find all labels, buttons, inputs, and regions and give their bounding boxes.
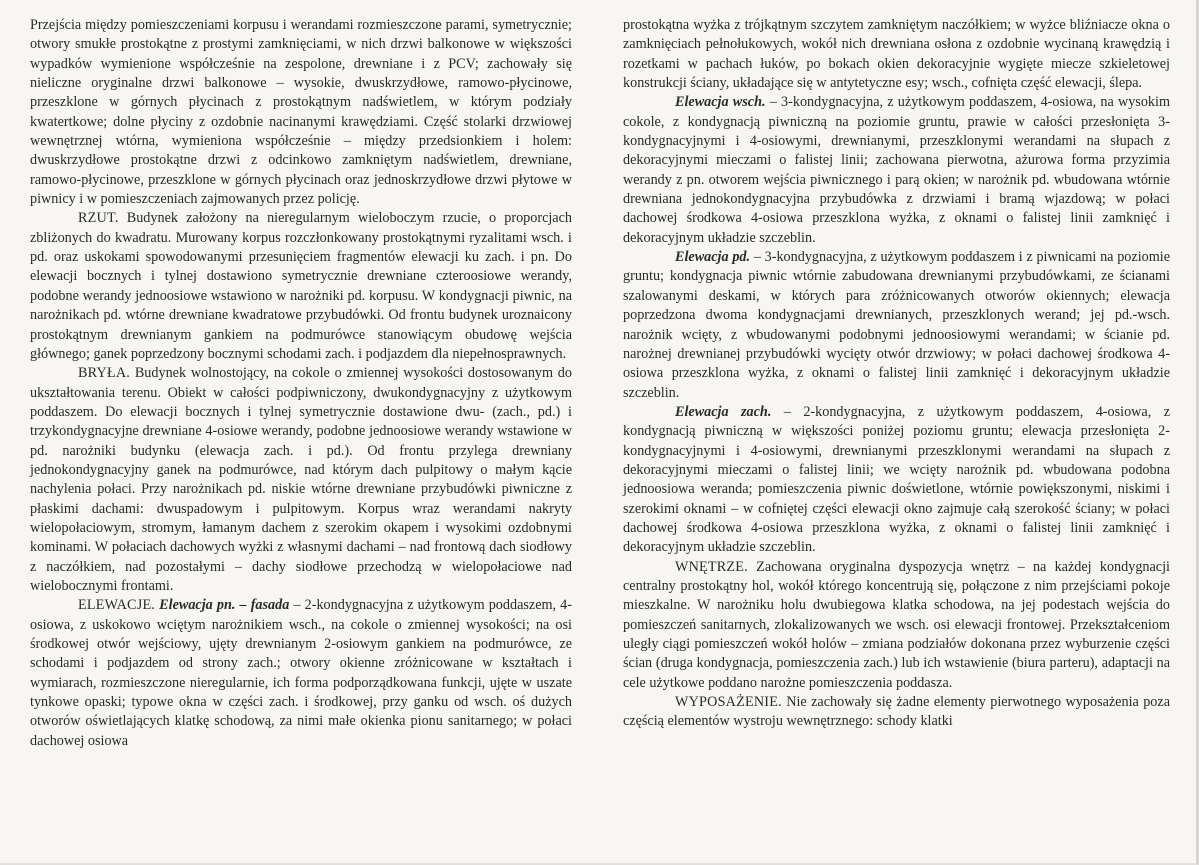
section-text-zach: – 2-kondygnacyjna, z użytkowym poddaszem, 4-osiowa, z kondygnacją piwniczną w większości poniżej poziomu gruntu; elewacja przesłonięta 2-kondygnacyjnymi i 4-osiowymi, drewnianymi przeszklonymi werandami na słupach z dekoracyjnymi mieczami o falistej linii; we wcięty narożnik pd. wbudowana podobna jednoosiowa weranda; pomieszczenia piwnic doświetlone, wtórnie powiększonymi, niskimi i szerokimi oknami – w cofniętej części elewacji okno zajmuje całą szerokość ściany; w połaci dachowej środkowa 4-osiowa przeszklona wyżka, z oknami o falistej linii zamknięć i dekoracyjnym układzie szczeblin. <box>623 403 1170 556</box>
section-text-wnetrze: Zachowana oryginalna dyspozycja wnętrz – na każdej kondygnacji centralny prostokątny hol, wokół którego koncentrują się, połączone z nim przejściami pokoje mieszkalne. W narożniku holu dwubiegowa klatka schodowa, na jej podestach wejścia do pomieszczeń sanitarnych, zlokalizowanych we wsch. osi elewacji frontowej. Przekształceniom uległy ciągi pomieszczeń wokół holów – zmiana podziałów dokonana przez wyburzenie części ścian (druga kondygnacja, pomieszczenia zach.) lub ich wstawienie (biura parteru), adaptacji na cele użytkowe poddano narożne pomieszczenia poddasza. <box>623 558 1170 691</box>
subheading-elewacja-pn: Elewacja pn. – fasada <box>159 597 290 614</box>
paragraph-wnetrze <box>623 558 1170 693</box>
section-text-rzut: Budynek założony na nieregularnym wieloboczym rzucie, o proporcjach zbliżonych do kwadratu. Murowany korpus rozczłonkowany prostokątnymi ryzalitami wsch. i pd. oraz uskokami spowodowanymi przesunięciem fragmentów elewacji ku zach. i pn. Do elewacji bocznych i tylnej dostawiono symetrycznie drewniane czteroosiowe werandy, podobne werandy jednoosiowe wstawiono w narożniki pd. korpusu. W kondygnacji piwnic, na narożnikach pd. wtórne drewniane kwadratowe przybudówki. Od frontu budynek uroznaicony prostokątnym drewnianym gankiem na podmurówce stanowiącym obudowę wejścia głównego; ganek poprzedzony bocznymi schodami zach. i podjazdem dla niepełnosprawnych. <box>30 210 572 362</box>
section-text-wyposazenie: Nie zachowały się żadne elementy pierwotnego wyposażenia poza częścią elementów wystroju wewnętrznego: schody klatki <box>623 694 1170 730</box>
paragraph-rzut <box>30 209 572 364</box>
section-text-wsch: – 3-kondygnacyjna, z użytkowym poddaszem, 4-osiowa, na wysokim cokole, z kondygnacją piwniczną na poziomie gruntu, prawie w całości przesłonięta 3-kondygnacyjnymi i 4-osiowymi, drewnianymi, przeszklonymi werandami na słupach z dekoracyjnymi mieczami o falistej linii; zachowana pierwotna, ażurowa forma przyzimia werandy z pn. otworem wejścia piwnicznego i parą okien; w narożnik pd. wbudowana wtórnie drewniana jednokondygnacyjna przybudówka z drzwiami i bramą wjazdową; w połaci dachowej środkowa 4-osiowa przeszklona wyżka, z oknami o falistej linii zamknięć i dekoracyjnym układzie szczeblin. <box>623 94 1170 246</box>
section-label-elewacje: ELEWACJE. <box>78 597 156 614</box>
section-text-bryla: Budynek wolnostojący, na cokole o zmiennej wysokości dostosowanym do ukształtowania terenu. Obiekt w całości podpiwniczony, dwukondygnacyjny z użytkowym poddaszem. Do elewacji bocznych i tylnej symetrycznie dostawione dwu- (zach., pd.) i trzykondygnacyjne drewniane 4-osiowe werandy, podobne jednoosiowe werandy wstawione w pd. narożniki budynku (elewacja zach. i pd.). Od frontu przylega drewniany jednokondygnacyjny ganek na podmurówce, nad którym dach pulpitowy o małym kącie nachylenia połaci. Przy narożnikach pd. niskie wtórne drewniane przybudówki piwniczne z płaskimi dachami: dwuspadowym i pulpitowym. Korpus wraz werandami nakryty wielopołaciowym, stromym, łamanym dachem z szerokim okapem i wysokimi ozdobnymi kominami. W połaciach dachowych wyżki z własnymi dachami – nad frontową dach siodłowy z naczółkiem, nad pozostałymi – dachy siodłowe przechodzą w wielopołaciowe nad wielobocznymi frontami. <box>30 365 572 594</box>
left-column <box>30 16 572 751</box>
paragraph-elewacja-zach <box>623 403 1170 558</box>
section-label-bryla: BRYŁA. <box>78 365 131 382</box>
subheading-elewacja-zach: Elewacja zach. <box>675 403 772 420</box>
section-text-elewacje: – 2-kondygnacyjna z użytkowym poddaszem, 4-osiowa, z uskokowo wciętym narożnikiem wsch., na cokole o zmiennej wysokości; na osi środkowej otwór wejściowy, ujęty drewnianym 2-osiowym gankiem na podmurówce, ze schodami i podjazdem od strony zach.; otwory okienne zróżnicowane w kształtach i wymiarach, rozmieszczone nieregularnie, ich forma podporządkowana funkcji, ujęte w uszate tynkowe opaski; typowe okna w części zach. i środkowej, przy ganku od wsch. oś dużych otworów oświetlających klatkę schodową, za nimi małe okienka pionu sanitarnego; w połaci dachowej osiowa <box>30 597 573 749</box>
paragraph-elewacje <box>30 596 572 751</box>
subheading-elewacja-wsch: Elewacja wsch. <box>675 94 766 111</box>
section-label-wyposazenie: WYPOSAŻENIE. <box>675 694 782 711</box>
subheading-elewacja-pd: Elewacja pd. <box>675 249 751 266</box>
section-label-wnetrze: WNĘTRZE. <box>675 558 748 575</box>
paragraph-doors: Przejścia między pomieszczeniami korpusu i werandami rozmieszczone parami, symetrycznie; otwory smukłe prostokątne z prostymi zamknięciami, w nich drzwi balkonowe w większości wypadków wymienione współcześnie na zespolone, drewniane i z PCV; zachowały się nieliczne oryginalne drzwi balkonowe – wysokie, dwuskrzydłowe, ramowo-płycinowe, przeszklone w górnych płycinach z prostokątnym nadświetlem, w którym podziały kwatertkowe; dolne płyciny z ozdobnie nacinanymi krawędziami. Część stolarki drzwiowej wewnętrznej wtórna, wymieniona współcześnie – między przedsionkiem i holem: dwuskrzydłowe prostokątne drzwi z odcinkowo zamkniętym nadświetlem, drewniane, ramowo-płycinowe, przeszklone w górnych płycinach oraz jednoskrzydłowe drzwi płytowe w piwnicy i w pomieszczeniach zajmowanych przez policję. <box>30 17 572 208</box>
section-label-rzut: RZUT. <box>78 210 119 227</box>
section-text-pd: – 3-kondygnacyjna, z użytkowym poddaszem i z piwnicami na poziomie gruntu; kondygnacja piwnic wtórnie zabudowana drewnianymi przybudówkami, ze ścianami szalowanymi deskami, w których para zróżnicowanych otworów okiennych; elewacja poprzedzona dwoma kondygnacjami drewnianych, przeszklonych werand; jej pd.-wsch. narożnik wcięty, z wbudowanymi podobnymi jednoosiowymi werandami; w ścianie pd. narożnej drewnianej przybudówki wycięty otwór drzwiowy; w połaci dachowej środkowa 4-osiowa przeszklona wyżka, z oknami o falistej linii zamknięć i dekoracyjnym układzie szczeblin. <box>623 249 1171 401</box>
paragraph-continuation: prostokątna wyżka z trójkątnym szczytem zamkniętym naczółkiem; w wyżce bliźniacze okna o zamknięciach pełnołukowych, wokół nich drewniana osłona z ozdobnie wycinaną krawędzią i rozetkami w pachach łuków, po bokach okien dekoracyjnie wygięte miecze szkieletowej konstrukcji ściany, układające się w antytetyczne esy; wsch., cofnięta część elewacji, ślepa. <box>623 17 1170 92</box>
paragraph-elewacja-pd <box>623 248 1170 403</box>
paragraph-elewacja-wsch <box>623 93 1170 248</box>
right-column <box>623 16 1170 732</box>
paragraph-bryla <box>30 364 572 596</box>
paragraph-wyposazenie <box>623 693 1170 732</box>
